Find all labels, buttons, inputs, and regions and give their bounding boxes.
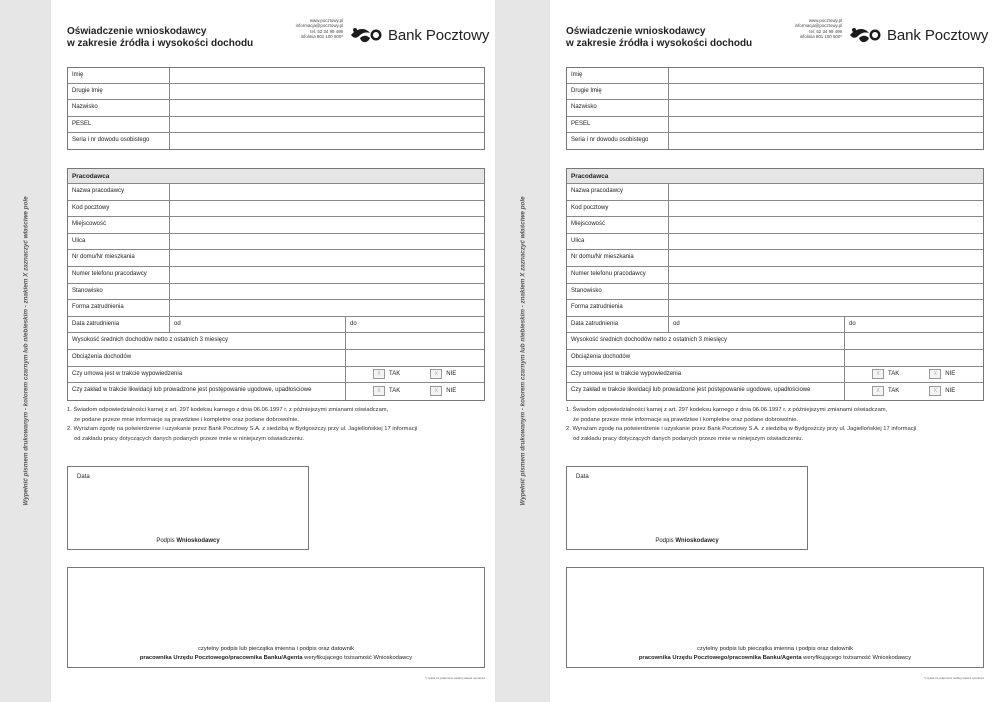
signature-caption bbox=[68, 538, 308, 544]
table-row bbox=[567, 333, 983, 350]
verifier-role: pracownika Urzędu Pocztowego/pracownika Banku/Agenta bbox=[139, 655, 303, 661]
personal-data-table bbox=[566, 67, 984, 150]
yes-checkbox[interactable]: X bbox=[872, 386, 884, 396]
date-label: Data bbox=[77, 474, 90, 480]
table-row bbox=[567, 201, 983, 218]
yes-checkbox[interactable]: X bbox=[373, 386, 385, 396]
title-line-1: Oświadczenie wnioskodawcy bbox=[67, 26, 207, 37]
field-label: Wysokość średnich dochodów netto z ostatnich 3 miesięcy bbox=[567, 333, 845, 349]
field-label: Forma zatrudnienia bbox=[68, 300, 170, 316]
field-label: Kod pocztowy bbox=[567, 201, 669, 217]
question-label: Czy zakład w trakcie likwidacji lub prowadzone jest postępowanie ugodowe, upadłościowe bbox=[567, 383, 845, 400]
bank-logo bbox=[848, 24, 988, 46]
date-from-input[interactable] bbox=[669, 317, 845, 333]
table-row bbox=[567, 84, 983, 100]
yes-no-choice bbox=[346, 367, 484, 383]
table-row bbox=[567, 300, 983, 317]
verification-line-1: czytelny podpis lub pieczątka imienna i podpis oraz datownik bbox=[198, 646, 354, 652]
contact-info bbox=[251, 18, 343, 40]
footnote: *) opłata za połączenie według stawek operatora bbox=[424, 676, 485, 680]
field-label: Seria i nr dowodu osobistego bbox=[567, 133, 669, 149]
field-value-input[interactable] bbox=[170, 234, 484, 250]
field-label: Nazwa pracodawcy bbox=[68, 184, 170, 200]
field-label: Numer telefonu pracodawcy bbox=[68, 267, 170, 283]
contact-line: www.pocztowy.pl bbox=[309, 18, 343, 23]
form-title bbox=[566, 26, 752, 49]
no-checkbox[interactable]: X bbox=[430, 386, 442, 396]
field-value-input[interactable] bbox=[170, 68, 484, 83]
field-label: Stanowisko bbox=[567, 284, 669, 300]
question-label: Czy umowa jest w trakcie wypowiedzenia bbox=[567, 367, 845, 383]
yes-checkbox[interactable]: X bbox=[872, 369, 884, 379]
field-value-input[interactable] bbox=[170, 117, 484, 132]
from-label: od bbox=[673, 320, 680, 327]
section-header: Pracodawca bbox=[68, 169, 484, 184]
table-row bbox=[68, 117, 484, 133]
signature-prefix: Podpis bbox=[156, 538, 177, 544]
field-value-input[interactable] bbox=[170, 184, 484, 200]
contact-line: tel. 52 34 99 499 bbox=[809, 28, 842, 34]
declaration-1: 1. Świadom odpowiedzialności karnej z art. 297 kodeksu karnego z dnia 06.06.1997 r. z późniejszymi zmianami oświadczam, bbox=[566, 407, 888, 413]
field-value-input[interactable] bbox=[669, 84, 983, 99]
signature-role: Wnioskodawcy bbox=[176, 538, 220, 544]
field-value-input[interactable] bbox=[346, 350, 484, 366]
verification-box[interactable] bbox=[67, 567, 485, 668]
employer-table bbox=[67, 168, 485, 401]
table-row bbox=[567, 217, 983, 234]
verification-rest: weryfikującego tożsamość Wnioskodawcy bbox=[801, 655, 912, 661]
field-value-input[interactable] bbox=[669, 267, 983, 283]
field-label: Ulica bbox=[567, 234, 669, 250]
yes-label: TAK bbox=[389, 371, 401, 378]
field-label: Nazwisko bbox=[567, 100, 669, 115]
field-label: Nr domu/Nr mieszkania bbox=[567, 250, 669, 266]
field-label: Ulica bbox=[68, 234, 170, 250]
field-value-input[interactable] bbox=[669, 117, 983, 132]
field-value-input[interactable] bbox=[170, 201, 484, 217]
signature-role: Wnioskodawcy bbox=[675, 538, 719, 544]
date-label: Data bbox=[576, 474, 589, 480]
side-note: Wypełnić pismem drukowanym - kolorem czarnym lub niebieskim - znakiem X zaznaczyć właściwe pole bbox=[519, 196, 526, 506]
yes-label: TAK bbox=[888, 371, 900, 378]
middle-gutter bbox=[495, 0, 550, 702]
field-label: Nazwisko bbox=[68, 100, 170, 115]
no-checkbox[interactable]: X bbox=[430, 369, 442, 379]
verifier-role: pracownika Urzędu Pocztowego/pracownika Banku/Agenta bbox=[638, 655, 802, 661]
table-row bbox=[567, 267, 983, 284]
field-value-input[interactable] bbox=[170, 300, 484, 316]
field-label: Data zatrudnienia bbox=[567, 317, 669, 333]
table-row bbox=[68, 100, 484, 116]
verification-line-2 bbox=[68, 655, 484, 661]
table-row bbox=[68, 333, 484, 350]
table-row bbox=[68, 300, 484, 317]
table-row bbox=[68, 217, 484, 234]
contact-info bbox=[750, 18, 842, 40]
contact-line: informacja@pocztowy.pl bbox=[794, 23, 842, 29]
no-label: NIE bbox=[446, 388, 457, 395]
yes-no-choice bbox=[346, 383, 484, 400]
field-value-input[interactable] bbox=[346, 333, 484, 349]
table-row bbox=[68, 234, 484, 251]
field-value-input[interactable] bbox=[170, 133, 484, 149]
field-value-input[interactable] bbox=[170, 284, 484, 300]
signature-caption bbox=[567, 538, 807, 544]
contact-line: infolinia 801 100 500* bbox=[300, 34, 343, 40]
contact-line: infolinia 801 100 500* bbox=[799, 34, 842, 40]
table-row bbox=[68, 184, 484, 201]
yes-label: TAK bbox=[888, 388, 900, 395]
table-row bbox=[567, 234, 983, 251]
form-page bbox=[550, 0, 992, 702]
no-label: NIE bbox=[446, 371, 457, 378]
table-row bbox=[68, 68, 484, 84]
field-label: Kod pocztowy bbox=[68, 201, 170, 217]
employer-table bbox=[566, 168, 984, 401]
title-line-1: Oświadczenie wnioskodawcy bbox=[566, 26, 706, 37]
yes-no-choice bbox=[845, 383, 983, 400]
table-row bbox=[68, 317, 484, 334]
field-value-input[interactable] bbox=[170, 217, 484, 233]
field-label: Miejscowość bbox=[68, 217, 170, 233]
date-from-input[interactable] bbox=[170, 317, 346, 333]
table-row bbox=[68, 133, 484, 149]
field-value-input[interactable] bbox=[669, 133, 983, 149]
declaration-2-cont: od zakładu pracy dotyczących danych podanych przeze mnie w niniejszym oświadczeniu. bbox=[74, 435, 305, 442]
side-note: Wypełnić pismem drukowanym - kolorem czarnym lub niebieskim - znakiem X zaznaczyć właściwe pole bbox=[22, 196, 29, 506]
field-label: Drugie Imię bbox=[68, 84, 170, 99]
bank-logo-icon bbox=[848, 24, 882, 46]
field-label: Imię bbox=[68, 68, 170, 83]
title-line-2: w zakresie źródła i wysokości dochodu bbox=[67, 37, 254, 49]
brand-name: Bank Pocztowy bbox=[388, 26, 490, 44]
verification-rest: weryfikującego tożsamość Wnioskodawcy bbox=[302, 655, 413, 661]
declaration-2-cont: od zakładu pracy dotyczących danych podanych przeze mnie w niniejszym oświadczeniu. bbox=[573, 435, 804, 442]
field-label: Obciążenia dochodów bbox=[567, 350, 845, 366]
field-label: Forma zatrudnienia bbox=[567, 300, 669, 316]
field-value-input[interactable] bbox=[669, 217, 983, 233]
table-row bbox=[567, 68, 983, 84]
table-row bbox=[68, 201, 484, 218]
table-row bbox=[68, 250, 484, 267]
declaration-2: 2. Wyrażam zgodę na potwierdzenie i uzyskanie przez Bank Pocztowy S.A. z siedzibą w Bydgoszczy przy ul. Jagiellońskiej 17 informacji bbox=[566, 426, 917, 432]
yes-no-row bbox=[68, 383, 484, 400]
field-label: PESEL bbox=[68, 117, 170, 132]
table-row bbox=[68, 284, 484, 301]
yes-no-row bbox=[68, 367, 484, 384]
table-row bbox=[68, 84, 484, 100]
yes-no-choice bbox=[845, 367, 983, 383]
field-label: Data zatrudnienia bbox=[68, 317, 170, 333]
field-label: Imię bbox=[567, 68, 669, 83]
form-page bbox=[51, 0, 495, 702]
left-gutter bbox=[0, 0, 51, 702]
field-value-input[interactable] bbox=[845, 333, 983, 349]
form-title bbox=[67, 26, 253, 49]
personal-data-table bbox=[67, 67, 485, 150]
field-label: Numer telefonu pracodawcy bbox=[567, 267, 669, 283]
title-line-2: w zakresie źródła i wysokości dochodu bbox=[566, 37, 753, 49]
table-row bbox=[567, 284, 983, 301]
field-value-input[interactable] bbox=[170, 250, 484, 266]
yes-no-row bbox=[567, 383, 983, 400]
question-label: Czy umowa jest w trakcie wypowiedzenia bbox=[68, 367, 346, 383]
field-value-input[interactable] bbox=[669, 300, 983, 316]
brand-name: Bank Pocztowy bbox=[887, 26, 989, 44]
table-row bbox=[567, 100, 983, 116]
date-to-input[interactable] bbox=[346, 317, 484, 333]
field-label: Obciążenia dochodów bbox=[68, 350, 346, 366]
declaration-2: 2. Wyrażam zgodę na potwierdzenie i uzyskanie przez Bank Pocztowy S.A. z siedzibą w Bydgoszczy przy ul. Jagiellońskiej 17 informacji bbox=[67, 426, 418, 432]
bank-logo bbox=[349, 24, 489, 46]
no-label: NIE bbox=[945, 388, 956, 395]
field-label: Miejscowość bbox=[567, 217, 669, 233]
field-label: Nr domu/Nr mieszkania bbox=[68, 250, 170, 266]
field-label: Stanowisko bbox=[68, 284, 170, 300]
contact-line: informacja@pocztowy.pl bbox=[295, 23, 343, 29]
section-header: Pracodawca bbox=[567, 169, 983, 184]
field-value-input[interactable] bbox=[669, 184, 983, 200]
field-label: Nazwa pracodawcy bbox=[567, 184, 669, 200]
date-to-input[interactable] bbox=[845, 317, 983, 333]
no-label: NIE bbox=[945, 371, 956, 378]
no-checkbox[interactable]: X bbox=[929, 369, 941, 379]
applicant-signature-box[interactable] bbox=[566, 466, 808, 550]
verification-line-1: czytelny podpis lub pieczątka imienna i podpis oraz datownik bbox=[697, 646, 853, 652]
field-value-input[interactable] bbox=[170, 100, 484, 115]
table-row bbox=[567, 184, 983, 201]
field-value-input[interactable] bbox=[669, 284, 983, 300]
question-label: Czy zakład w trakcie likwidacji lub prowadzone jest postępowanie ugodowe, upadłościowe bbox=[68, 383, 346, 400]
field-label: Seria i nr dowodu osobistego bbox=[68, 133, 170, 149]
field-value-input[interactable] bbox=[669, 250, 983, 266]
field-label: Wysokość średnich dochodów netto z ostatnich 3 miesięcy bbox=[68, 333, 346, 349]
contact-line: www.pocztowy.pl bbox=[808, 18, 842, 23]
field-value-input[interactable] bbox=[170, 267, 484, 283]
field-value-input[interactable] bbox=[170, 84, 484, 99]
field-value-input[interactable] bbox=[669, 100, 983, 115]
from-label: od bbox=[174, 320, 181, 327]
declarations bbox=[67, 406, 487, 444]
verification-line-2 bbox=[567, 655, 983, 661]
declarations bbox=[566, 406, 986, 444]
field-value-input[interactable] bbox=[669, 201, 983, 217]
verification-box[interactable] bbox=[566, 567, 984, 668]
table-row bbox=[68, 350, 484, 367]
declaration-1: 1. Świadom odpowiedzialności karnej z art. 297 kodeksu karnego z dnia 06.06.1997 r. z późniejszymi zmianami oświadczam, bbox=[67, 407, 389, 413]
applicant-signature-box[interactable] bbox=[67, 466, 309, 550]
field-value-input[interactable] bbox=[669, 234, 983, 250]
table-row bbox=[567, 133, 983, 149]
yes-no-row bbox=[567, 367, 983, 384]
table-row bbox=[567, 350, 983, 367]
to-label: do bbox=[350, 320, 357, 327]
declaration-1-cont: że podane przeze mnie informacje są prawdziwe i kompletne oraz podane dobrowolnie. bbox=[573, 416, 798, 423]
table-row bbox=[567, 317, 983, 334]
to-label: do bbox=[849, 320, 856, 327]
table-row bbox=[567, 117, 983, 133]
declaration-1-cont: że podane przeze mnie informacje są prawdziwe i kompletne oraz podane dobrowolnie. bbox=[74, 416, 299, 423]
table-row bbox=[68, 267, 484, 284]
contact-line: tel. 52 34 99 499 bbox=[310, 28, 343, 34]
bank-logo-icon bbox=[349, 24, 383, 46]
yes-label: TAK bbox=[389, 388, 401, 395]
table-row bbox=[567, 250, 983, 267]
field-value-input[interactable] bbox=[845, 350, 983, 366]
signature-prefix: Podpis bbox=[655, 538, 676, 544]
yes-checkbox[interactable]: X bbox=[373, 369, 385, 379]
no-checkbox[interactable]: X bbox=[929, 386, 941, 396]
footnote: *) opłata za połączenie według stawek operatora bbox=[923, 676, 984, 680]
field-label: Drugie Imię bbox=[567, 84, 669, 99]
field-label: PESEL bbox=[567, 117, 669, 132]
field-value-input[interactable] bbox=[669, 68, 983, 83]
